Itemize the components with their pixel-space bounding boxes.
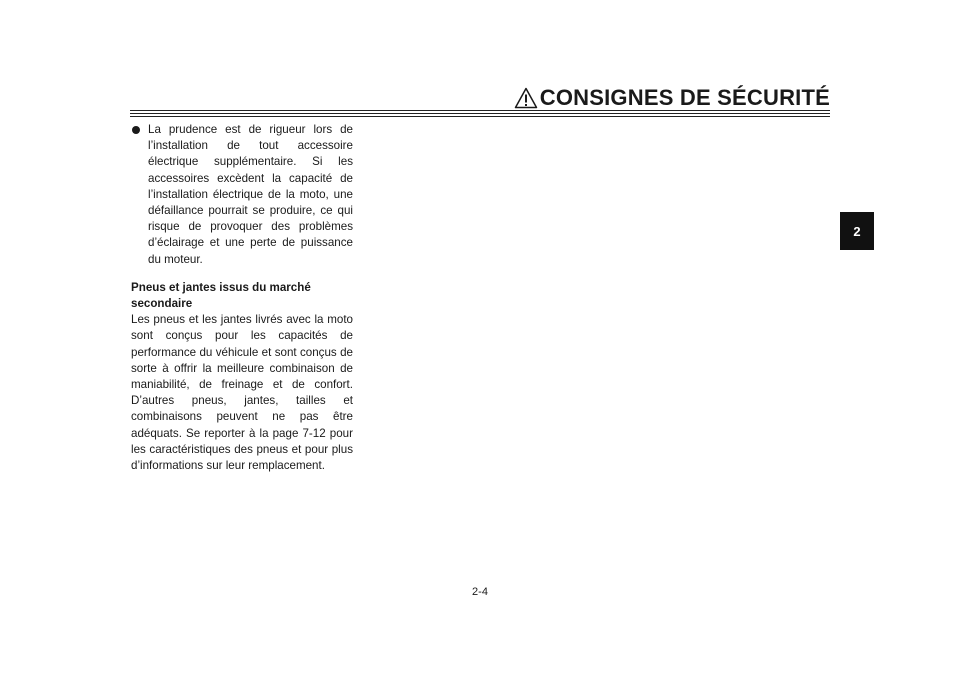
header-rule-top (130, 110, 830, 111)
warning-triangle-icon (514, 87, 538, 109)
bullet-item (131, 122, 353, 268)
bullet-dot-icon (132, 126, 140, 134)
bullet-text: La prudence est de rigueur lors de l’installation de tout accessoire électrique supplémentaire. Si les accessoires excèdent la capacité de l’installation électrique de la moto, une défaillance pourrait se produire, ce qui risque de provoquer des problèmes d’éclairage et une perte de puissance du moteur. (148, 123, 353, 266)
section-heading: Pneus et jantes issus du marché secondaire (131, 280, 311, 311)
section-body: Les pneus et les jantes livrés avec la moto sont conçus pour les capacités de performance du véhicule et sont conçus de sorte à offrir la meilleure combinaison de maniabilité, de freinage et de confort. D’autres pneus, jantes, tailles et combinaisons peuvent ne pas être adéquats. Se reporter à la page 7-12 pour les caractéristiques des pneus et pour plus d’informations sur leur remplacement. (131, 313, 353, 473)
chapter-tab-label: 2 (853, 223, 861, 239)
page-header (130, 84, 830, 110)
page-title: CONSIGNES DE SÉCURITÉ (539, 85, 830, 110)
header-rule-middle (130, 113, 830, 114)
page-number: 2-4 (472, 586, 488, 598)
chapter-tab[interactable] (840, 212, 874, 250)
content-column (131, 122, 353, 474)
header-rule-bottom (130, 116, 830, 117)
